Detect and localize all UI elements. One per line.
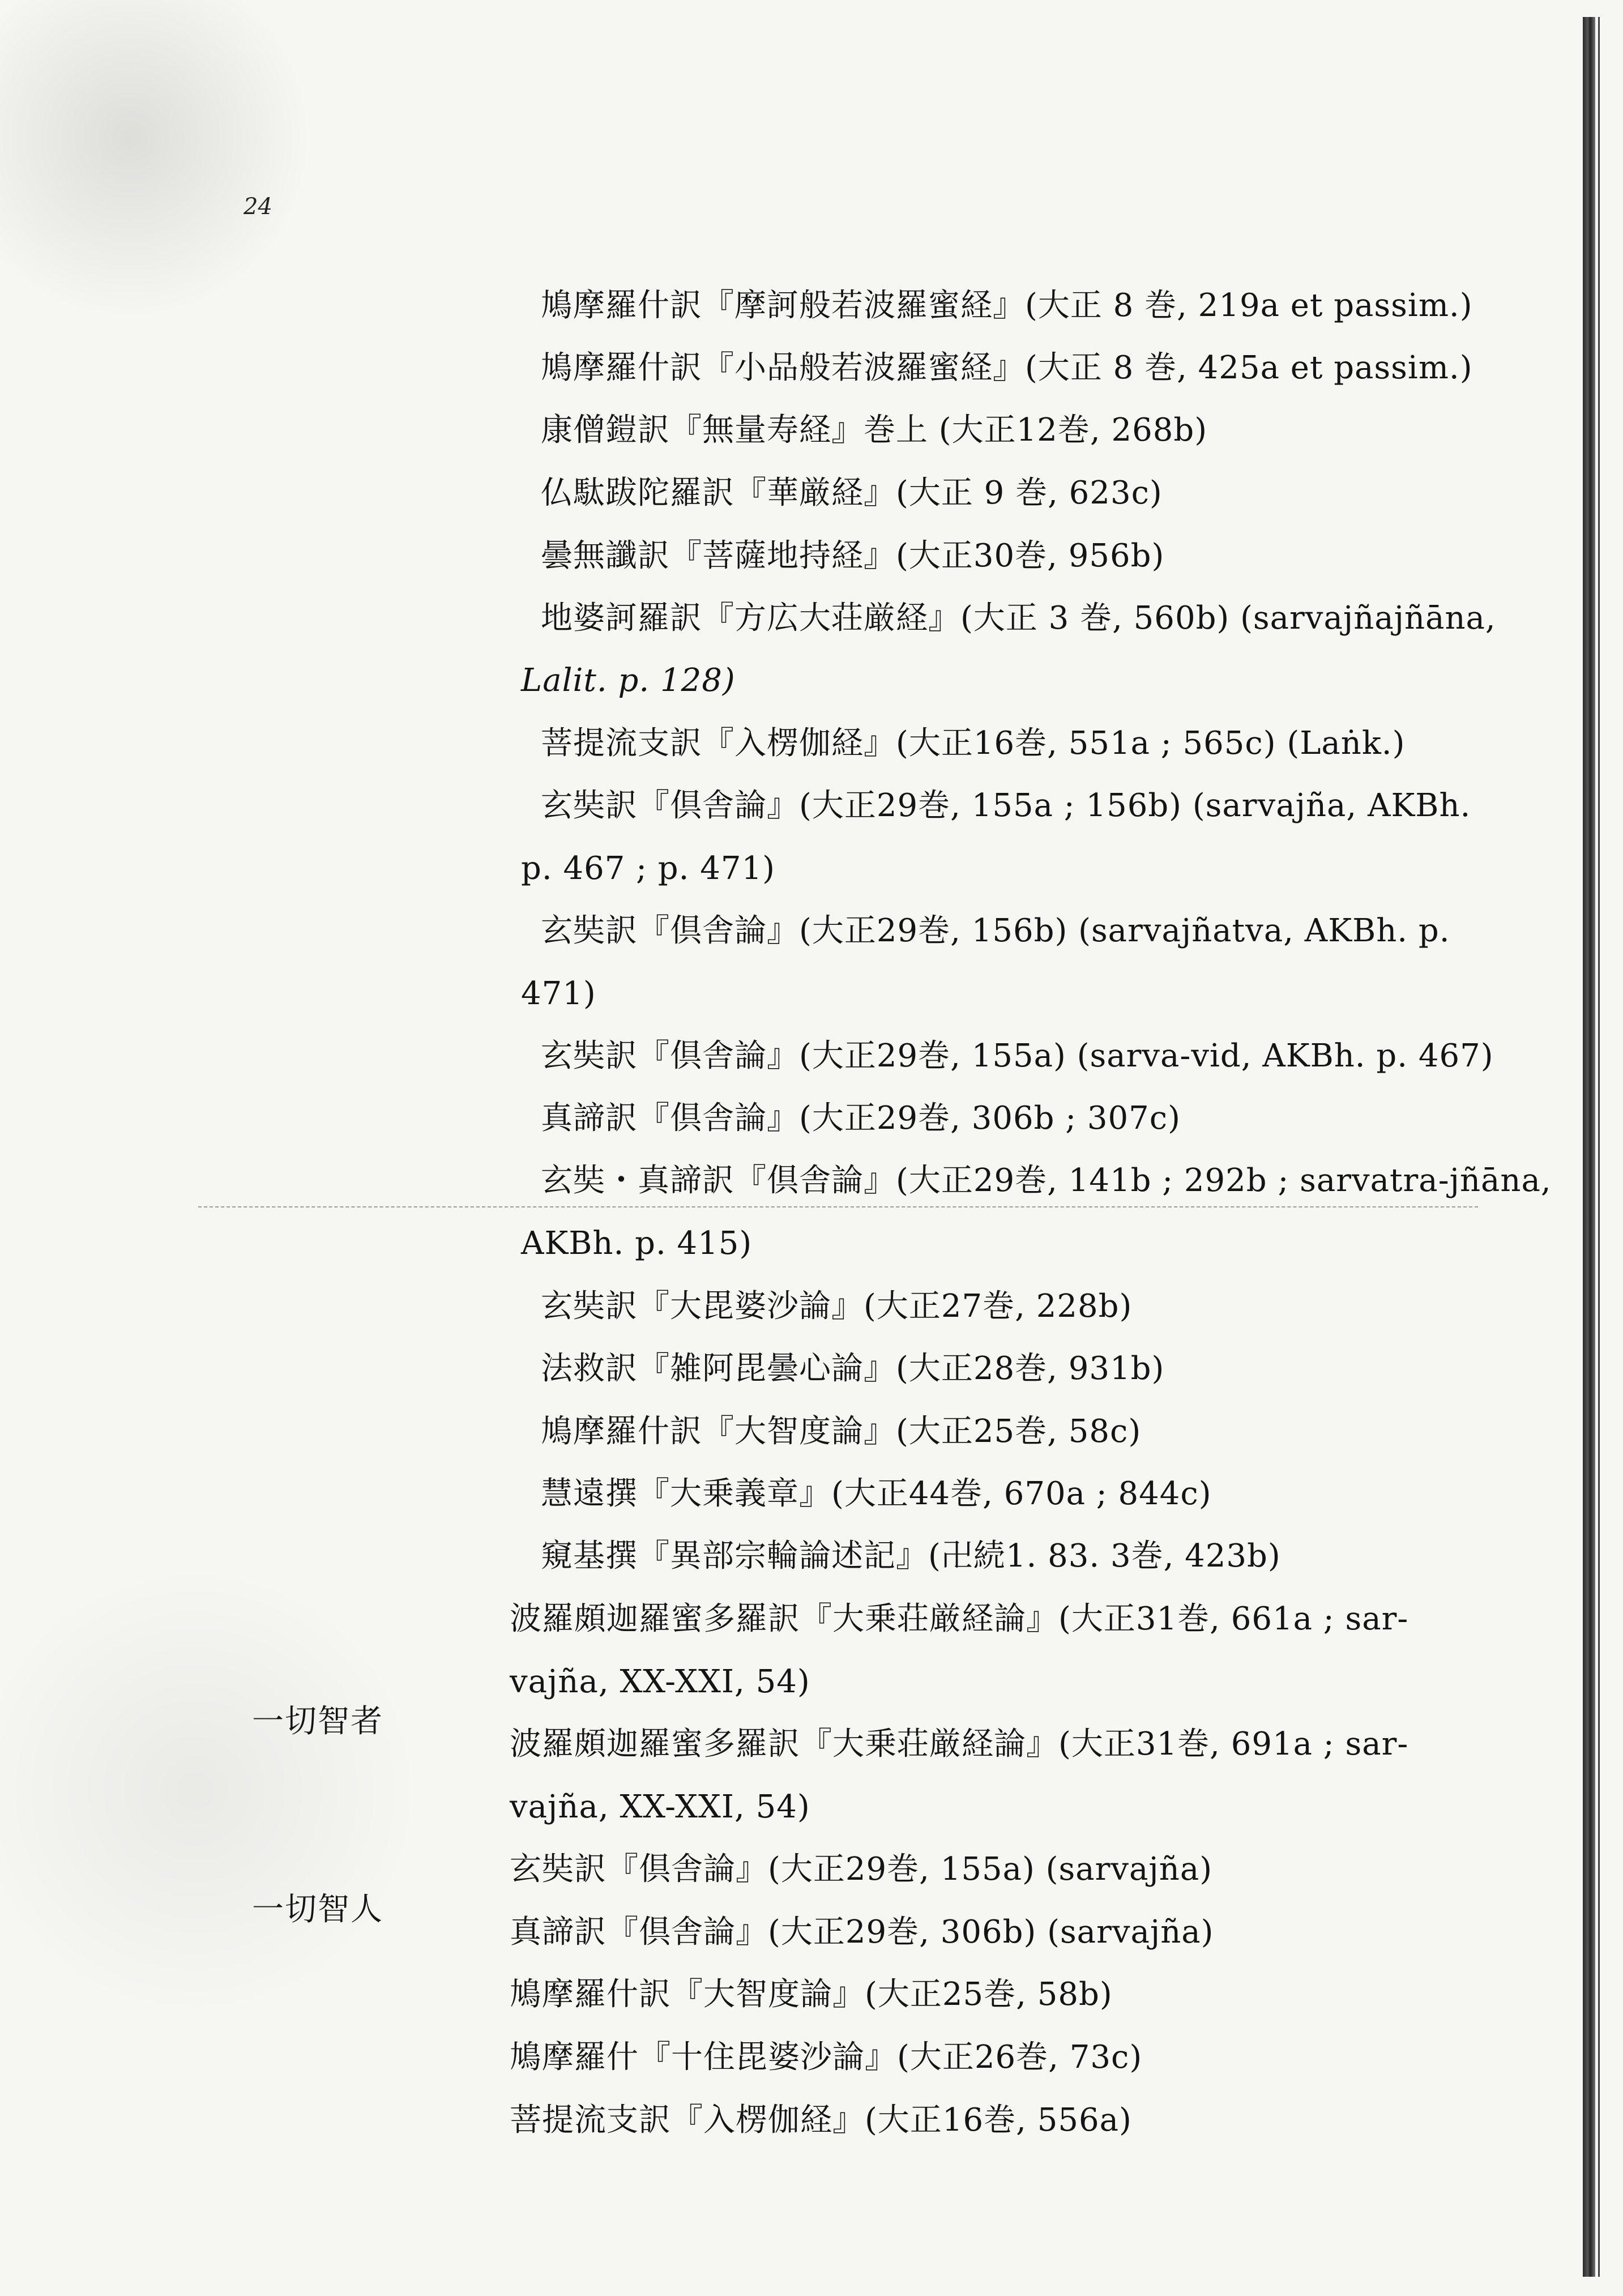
reference-line: 仏駄跋陀羅訳『華厳経』(大正 9 巻, 623c)	[541, 475, 1163, 511]
reference-line: 鳩摩羅什『十住毘婆沙論』(大正26巻, 73c)	[510, 2039, 1143, 2076]
reference-line: 康僧鎧訳『無量寿経』巻上 (大正12巻, 268b)	[541, 412, 1208, 449]
reference-line: 鳩摩羅什訳『摩訶般若波羅蜜経』(大正 8 巻, 219a et passim.)	[541, 287, 1473, 324]
reference-line: 真諦訳『倶舎論』(大正29巻, 306b) (sarvajña)	[510, 1914, 1214, 1951]
reference-line-continued: vajña, XX-XXI, 54)	[510, 1789, 810, 1825]
reference-line: 玄奘訳『倶舎論』(大正29巻, 155a ; 156b) (sarvajña, AKBh.	[541, 787, 1471, 824]
reference-line: 波羅頗迦羅蜜多羅訳『大乗荘厳経論』(大正31巻, 661a ; sar-	[510, 1601, 1409, 1637]
reference-line: 玄奘訳『倶舎論』(大正29巻, 155a) (sarva-vid, AKBh. p. 467)	[541, 1038, 1494, 1074]
reference-line: 地婆訶羅訳『方広大荘厳経』(大正 3 巻, 560b) (sarvajñajñāna,	[541, 600, 1496, 637]
scan-artifact-rule	[198, 1206, 1478, 1207]
reference-line: 菩提流支訳『入楞伽経』(大正16巻, 556a)	[510, 2102, 1132, 2139]
reference-line: 玄奘訳『倶舎論』(大正29巻, 156b) (sarvajñatva, AKBh. p.	[541, 912, 1450, 949]
reference-line-continued: Lalit. p. 128)	[521, 662, 736, 699]
reference-line-continued: 471)	[521, 975, 596, 1012]
reference-line: 玄奘訳『大毘婆沙論』(大正27巻, 228b)	[541, 1288, 1133, 1325]
reference-line: 玄奘訳『倶舎論』(大正29巻, 155a) (sarvajña)	[510, 1851, 1213, 1888]
reference-line: 鳩摩羅什訳『小品般若波羅蜜経』(大正 8 巻, 425a et passim.)	[541, 349, 1473, 386]
reference-line: 菩提流支訳『入楞伽経』(大正16巻, 551a ; 565c) (Laṅk.)	[541, 725, 1406, 762]
reference-line: 鳩摩羅什訳『大智度論』(大正25巻, 58b)	[510, 1976, 1113, 2013]
reference-line-continued: vajña, XX-XXI, 54)	[510, 1663, 810, 1700]
reference-line: 慧遠撰『大乗義章』(大正44巻, 670a ; 844c)	[541, 1475, 1212, 1512]
reference-line: 玄奘・真諦訳『倶舎論』(大正29巻, 141b ; 292b ; sarvatra-jñāna,	[541, 1162, 1552, 1199]
reference-line-continued: AKBh. p. 415)	[521, 1225, 753, 1262]
reference-line: 波羅頗迦羅蜜多羅訳『大乗荘厳経論』(大正31巻, 691a ; sar-	[510, 1726, 1409, 1762]
reference-line: 窺基撰『異部宗輪論述記』(卍続1. 83. 3巻, 423b)	[541, 1538, 1281, 1574]
reference-line: 鳩摩羅什訳『大智度論』(大正25巻, 58c)	[541, 1413, 1142, 1450]
term-issaichisha: 一切智者	[252, 1703, 383, 1740]
page-number: 24	[244, 194, 272, 220]
reference-line: 曇無讖訳『菩薩地持経』(大正30巻, 956b)	[541, 537, 1165, 574]
reference-line: 真諦訳『倶舎論』(大正29巻, 306b ; 307c)	[541, 1100, 1181, 1137]
reference-line: 法救訳『雑阿毘曇心論』(大正28巻, 931b)	[541, 1350, 1165, 1387]
reference-line-continued: p. 467 ; p. 471)	[521, 850, 775, 887]
book-spine-edge	[1583, 17, 1595, 2277]
book-spine-line	[1598, 17, 1600, 2277]
term-issaichinin: 一切智人	[252, 1891, 383, 1928]
